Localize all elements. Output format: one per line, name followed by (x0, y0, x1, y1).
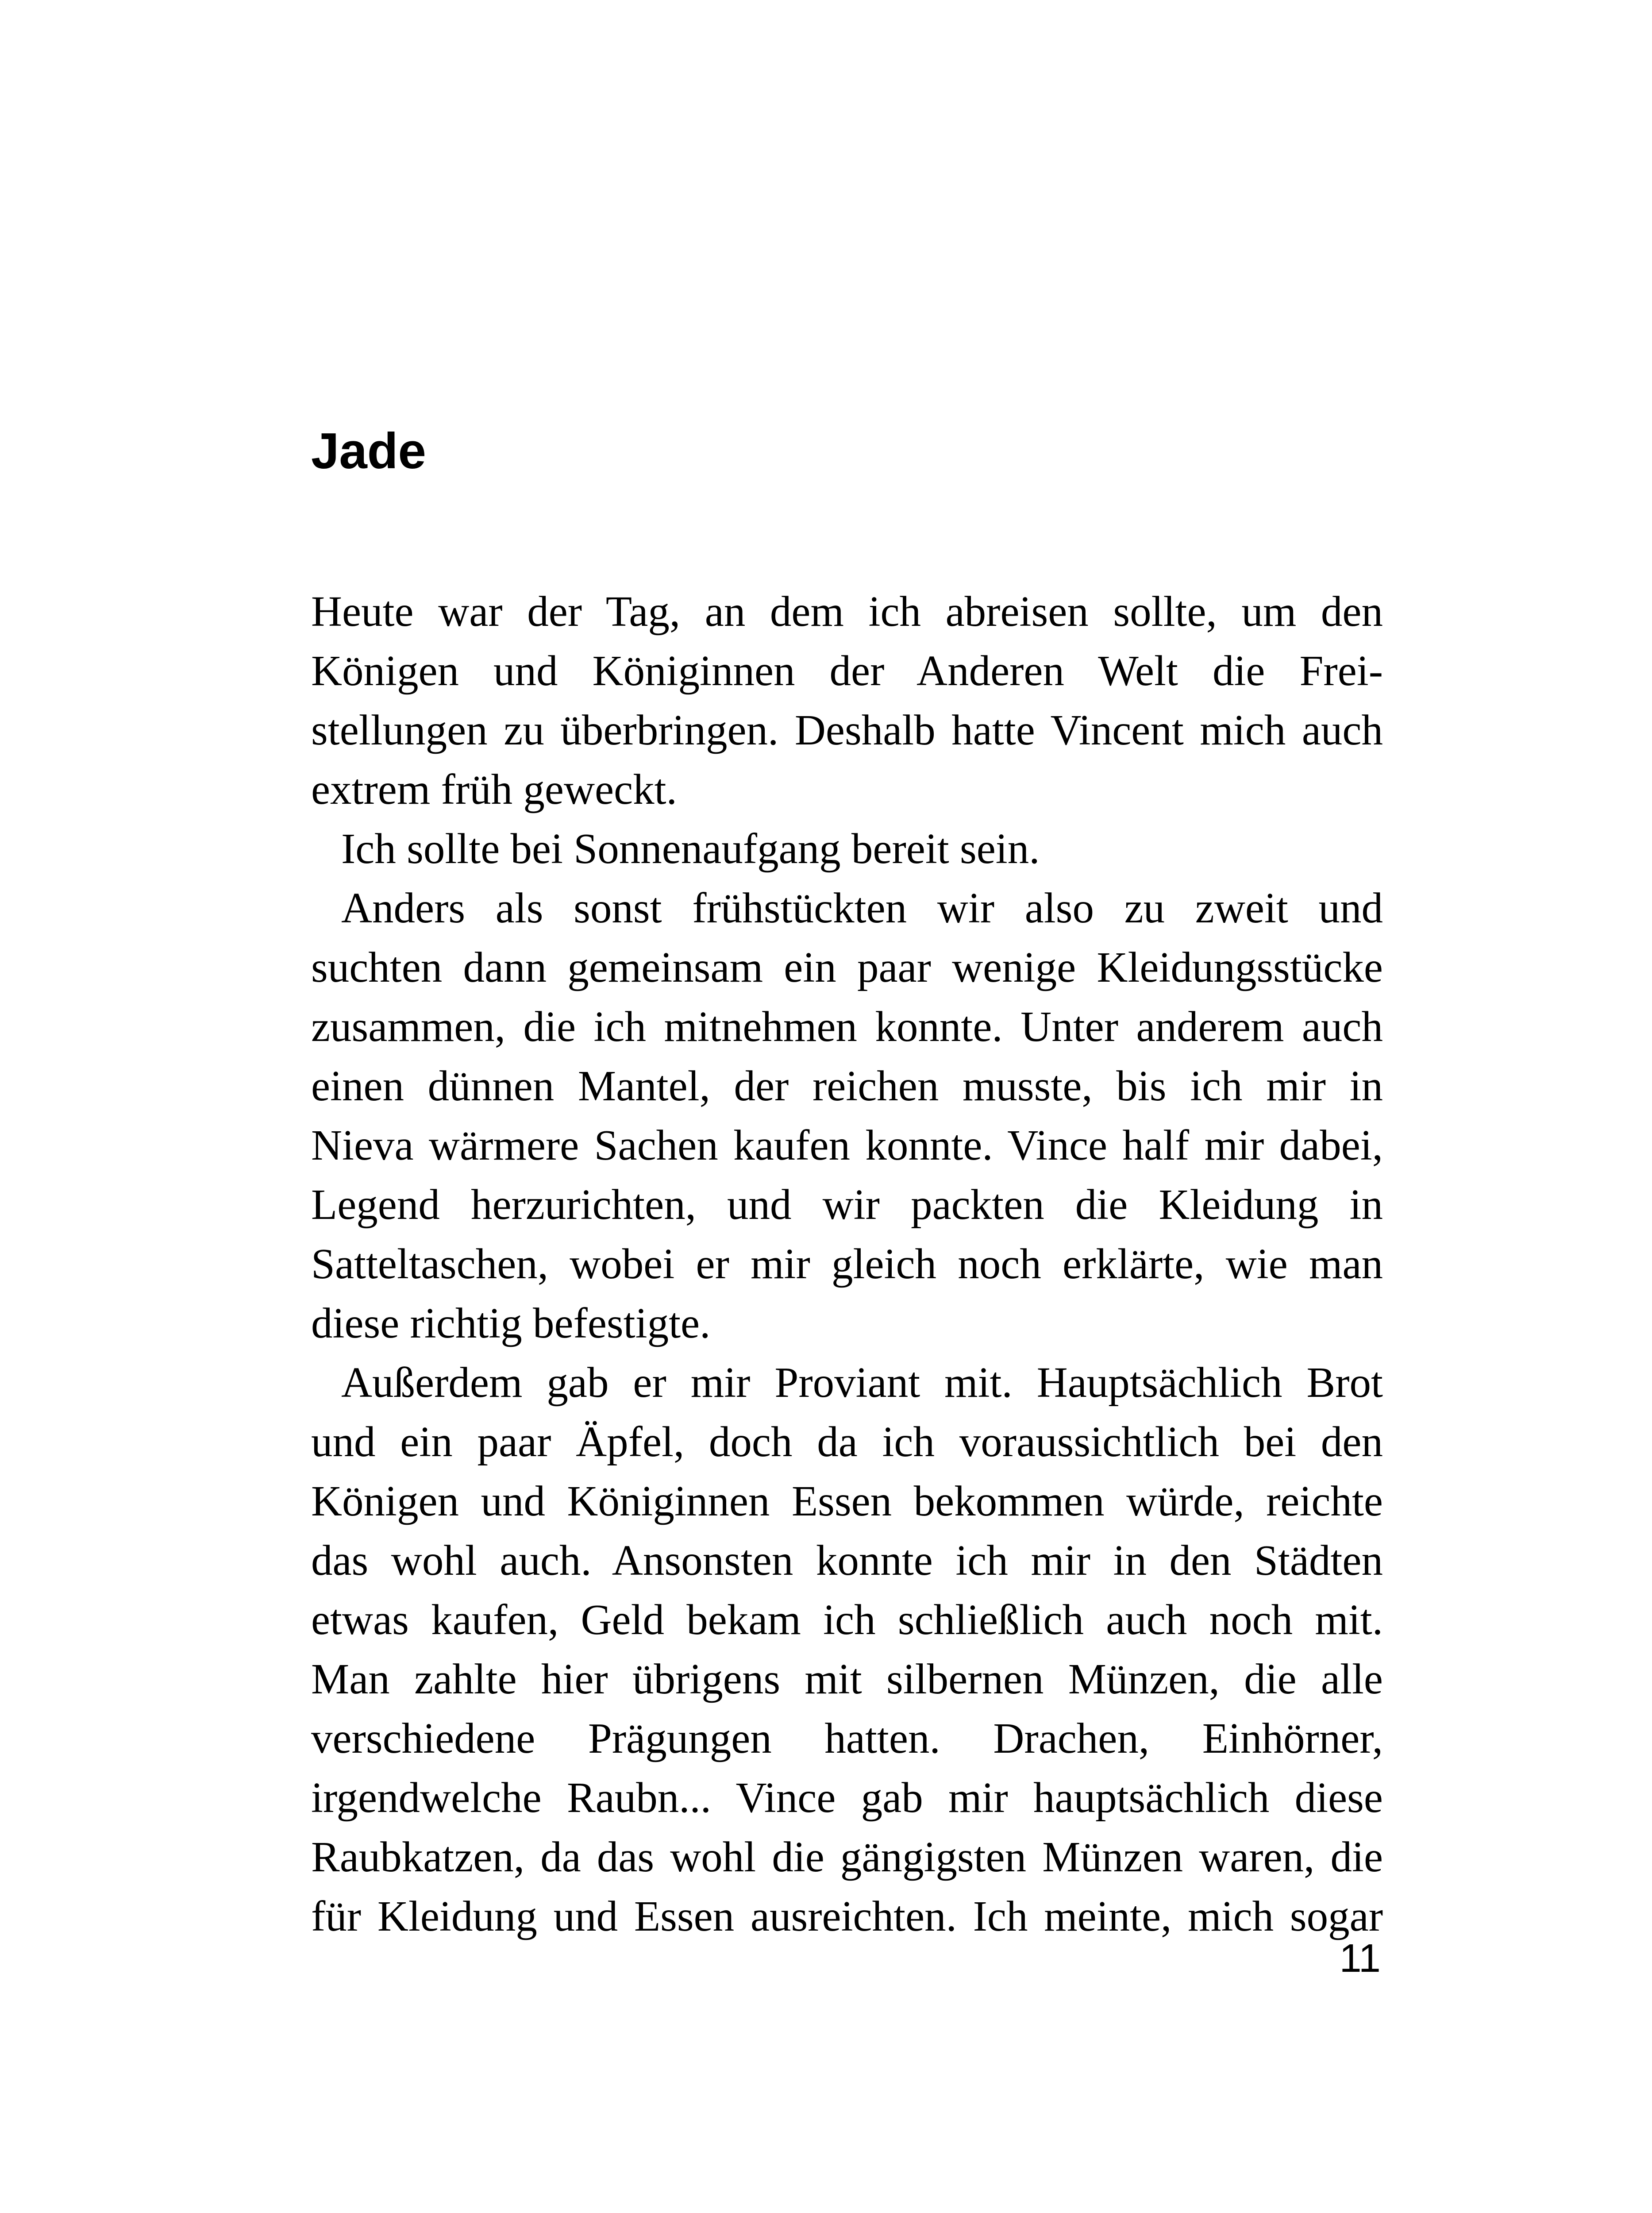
text-line: Königen und Königinnen Essen bekommen würde, reichte (311, 1477, 1383, 1525)
text-line: einen dünnen Mantel, der reichen musste, bis ich mir in (311, 1062, 1383, 1110)
text-line: Heute war der Tag, an dem ich abreisen sollte, um den (311, 588, 1383, 635)
body-text (311, 582, 1383, 1946)
text-line: für Kleidung und Essen ausreichten. Ich meinte, mich sogar (311, 1893, 1383, 1940)
text-line: Nieva wärmere Sachen kaufen konnte. Vince half mir dabei, (311, 1122, 1383, 1169)
text-line: etwas kaufen, Geld bekam ich schließlich auch noch mit. (311, 1596, 1383, 1643)
text-line: das wohl auch. Ansonsten konnte ich mir in den Städten (311, 1537, 1383, 1584)
text-line: Königen und Königinnen der Anderen Welt die Frei- (311, 647, 1383, 694)
text-line: extrem früh geweckt. (311, 766, 677, 813)
text-line: stellungen zu überbringen. Deshalb hatte Vincent mich auch (311, 706, 1383, 754)
text-line: Legend herzurichten, und wir packten die Kleidung in (311, 1181, 1383, 1228)
text-line: Außerdem gab er mir Proviant mit. Hauptsächlich Brot (341, 1359, 1383, 1406)
text-line: und ein paar Äpfel, doch da ich voraussichtlich bei den (311, 1418, 1383, 1465)
text-line: Satteltaschen, wobei er mir gleich noch erklärte, wie man (311, 1240, 1383, 1288)
text-line: zusammen, die ich mitnehmen konnte. Unter anderem auch (311, 1003, 1383, 1050)
text-line: suchten dann gemeinsam ein paar wenige Kleidungsstücke (311, 944, 1383, 991)
text-line: Man zahlte hier übrigens mit silbernen Münzen, die alle (311, 1655, 1383, 1703)
text-line: diese richtig befestigte. (311, 1299, 711, 1347)
text-line: irgendwelche Raubn... Vince gab mir hauptsächlich diese (311, 1774, 1383, 1821)
text-line: Raubkatzen, da das wohl die gängigsten Münzen waren, die (311, 1833, 1383, 1881)
chapter-title: Jade (311, 423, 426, 479)
text-line: Anders als sonst frühstückten wir also zu zweit und (341, 884, 1383, 932)
text-line: verschiedene Prägungen hatten. Drachen, Einhörner, (311, 1715, 1383, 1762)
page-number: 11 (1339, 1936, 1381, 1981)
text-line: Ich sollte bei Sonnenaufgang bereit sein. (341, 825, 1040, 872)
